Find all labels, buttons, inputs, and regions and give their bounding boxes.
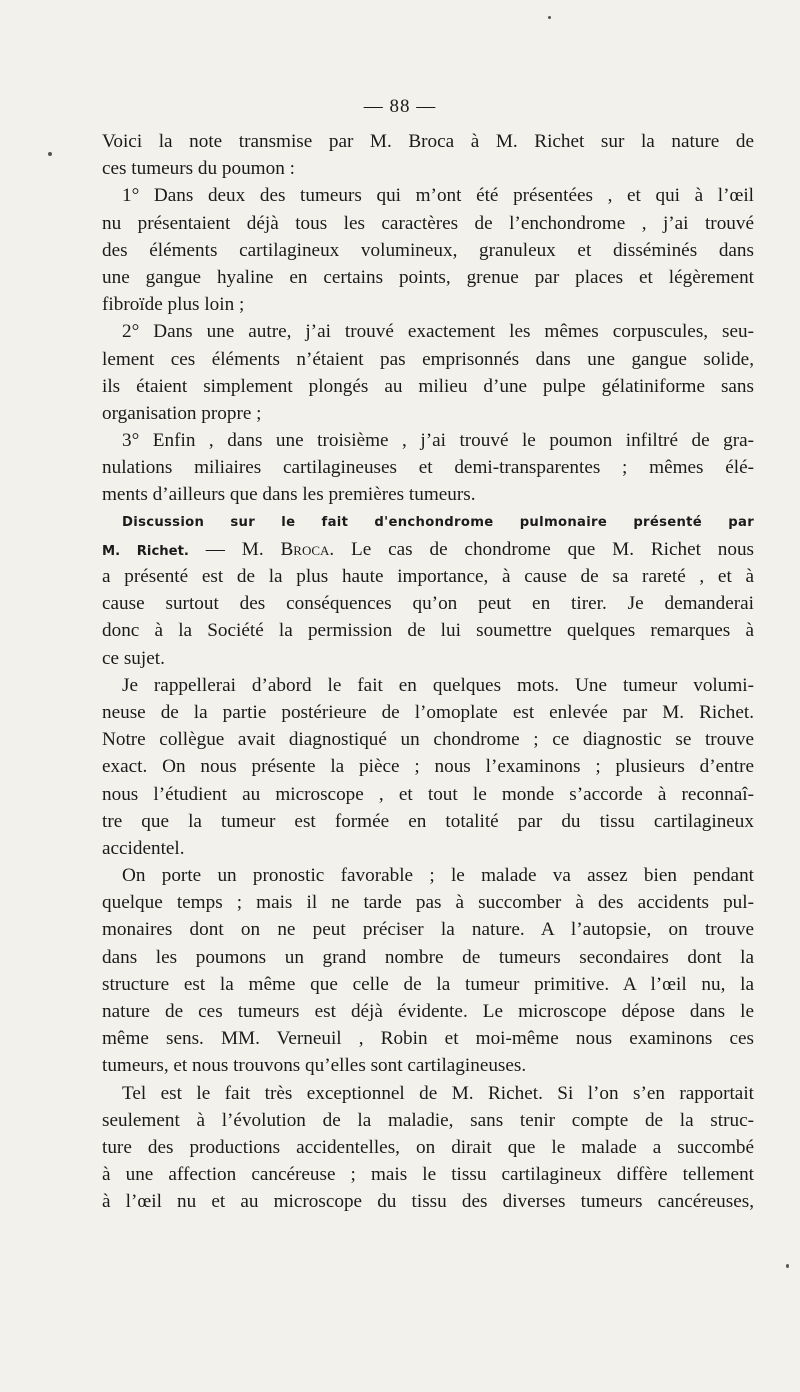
text-line: lement ces éléments n’étaient pas emprisonnés dans une gangue solide,: [102, 348, 754, 370]
text-line: des éléments cartilagineux volumineux, granuleux et disséminés dans: [102, 239, 754, 261]
text-line: 3° Enfin , dans une troisième , j’ai trouvé le poumon infiltré de gra-: [122, 430, 754, 452]
text-line: a présenté est de la plus haute importance, à cause de sa rareté , et à: [102, 566, 754, 587]
text-line: cause surtout des conséquences qu’on peut en tirer. Je demanderai: [102, 593, 754, 615]
text-line: à l’œil nu et au microscope du tissu des diverses tumeurs cancéreuses,: [102, 1191, 754, 1213]
text-line: ture des productions accidentelles, on dirait que le malade a succombé: [102, 1136, 754, 1158]
text-line: nous l’étudient au microscope , et tout le monde s’accorde à reconnaî-: [102, 783, 754, 805]
text-line: fibroïde plus loin ;: [102, 294, 245, 316]
text-line: neuse de la partie postérieure de l’omoplate est enlevée par M. Richet.: [102, 701, 754, 723]
text-line: 2° Dans une autre, j’ai trouvé exactement les mêmes corpuscules, seu-: [122, 321, 754, 343]
text-line: nature de ces tumeurs est déjà évidente. Le microscope dépose dans le: [102, 1001, 754, 1022]
text-line: tre que la tumeur est formée en totalité par du tissu cartilagineux: [102, 810, 754, 832]
text-line: structure est la même que celle de la tumeur primitive. A l’œil nu, la: [102, 973, 754, 995]
text-line: exact. On nous présente la pièce ; nous l’examinons ; plusieurs d’entre: [102, 756, 754, 778]
text-line: dans les poumons un grand nombre de tumeurs secondaires dont la: [102, 946, 754, 968]
text-line: Tel est le fait très exceptionnel de M. Richet. Si l’on s’en rapportait: [122, 1082, 754, 1104]
text-line: nulations miliaires cartilagineuses et demi-transparentes ; mêmes élé-: [102, 457, 754, 479]
text-line: tumeurs, et nous trouvons qu’elles sont cartilagineuses.: [102, 1055, 527, 1077]
run-in-heading: M. Richet.: [102, 543, 189, 559]
text-line: Notre collègue avait diagnostiqué un chondrome ; ce diagnostic se trouve: [102, 729, 754, 751]
discussion-heading: Discussion sur le fait d'enchondrome pulmonaire présenté par: [122, 514, 754, 530]
text-line: organisation propre ;: [102, 402, 262, 424]
text-line: même sens. MM. Verneuil , Robin et moi-même nous examinons ces: [102, 1028, 754, 1050]
ink-speck: [786, 1264, 789, 1268]
text-line: Je rappellerai d’abord le fait en quelques mots. Une tumeur volumi-: [122, 674, 754, 696]
text-line: On porte un pronostic favorable ; le malade va assez bien pendant: [122, 865, 754, 887]
speaker-line-text: — M. Broca. Le cas de chondrome que M. Richet nous: [188, 538, 755, 560]
text-line-speaker: [102, 536, 754, 563]
body-text: [102, 128, 754, 1216]
text-line: ils étaient simplement plongés au milieu d’une pulpe gélatiniforme sans: [102, 375, 754, 397]
text-line: ments d’ailleurs que dans les premières tumeurs.: [102, 484, 476, 506]
text-line: accidentel.: [102, 837, 185, 859]
text-line: ce sujet.: [102, 647, 165, 669]
text-line: Voici la note transmise par M. Broca à M. Richet sur la nature de: [102, 131, 754, 152]
text-line: une gangue hyaline en certains points, grenue par places et légèrement: [102, 266, 754, 288]
text-line: quelque temps ; mais il ne tarde pas à succomber à des accidents pul-: [102, 892, 754, 914]
ink-speck: [548, 16, 551, 19]
text-line: monaires dont on ne peut préciser la nature. A l’autopsie, on trouve: [102, 919, 754, 941]
speaker-name: M. Broca.: [241, 538, 335, 560]
text-line: ces tumeurs du poumon :: [102, 158, 295, 180]
page-number: — 88 —: [363, 96, 437, 117]
text-line: nu présentaient déjà tous les caractères de l’enchondrome , j’ai trouvé: [102, 212, 754, 234]
text-line: à une affection cancéreuse ; mais le tissu cartilagineux diffère tellement: [102, 1164, 754, 1186]
text-line: 1° Dans deux des tumeurs qui m’ont été présentées , et qui à l’œil: [122, 185, 754, 207]
text-line: seulement à l’évolution de la maladie, sans tenir compte de la struc-: [102, 1109, 754, 1131]
ink-speck: [48, 152, 52, 156]
text-line: donc à la Société la permission de lui soumettre quelques remarques à: [102, 620, 754, 642]
